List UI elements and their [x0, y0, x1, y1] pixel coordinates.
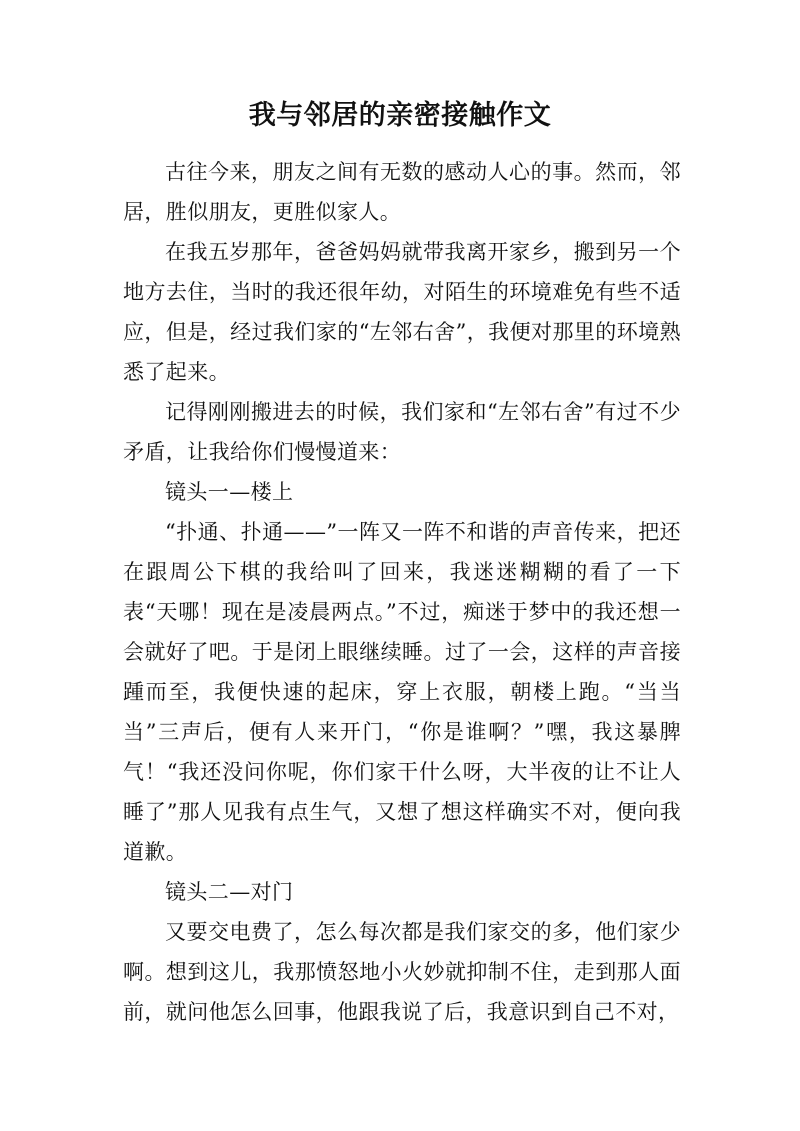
paragraph: 古往今来，朋友之间有无数的感动人心的事。然而，邻居，胜似朋友，更胜似家人。	[123, 160, 681, 224]
paragraph: “扑通、扑通——”一阵又一阵不和谐的声音传来，把还在跟周公下棋的我给叫了回来，我迷迷糊糊的看了一下表“天哪！现在是凌晨两点。”不过，痴迷于梦中的我还想一会就好了吧。于是闭上眼继续睡。过了一会，这样的声音接踵而至，我便快速的起床，穿上衣服，朝楼上跑。“当当当”三声后，便有人来开门，“你是谁啊？”嘿，我这暴脾气！“我还没问你呢，你们家干什么呀，大半夜的让不让人睡了”那人见我有点生气，又想了想这样确实不对，便向我道歉。	[123, 520, 681, 864]
paragraph: 在我五岁那年，爸爸妈妈就带我离开家乡，搬到另一个地方去住，当时的我还很年幼，对陌生的环境难免有些不适应，但是，经过我们家的“左邻右舍”，我便对那里的环境熟悉了起来。	[123, 240, 681, 384]
section-heading: 镜头一—楼上	[165, 480, 294, 504]
section-heading: 镜头二—对门	[165, 880, 294, 904]
paragraph: 记得刚刚搬进去的时候，我们家和“左邻右舍”有过不少矛盾，让我给你们慢慢道来：	[123, 400, 681, 464]
document-title: 我与邻居的亲密接触作文	[248, 100, 552, 131]
document-body	[123, 152, 681, 1032]
paragraph: 又要交电费了，怎么每次都是我们家交的多，他们家少啊。想到这儿，我那愤怒地小火妙就抑制不住，走到那人面前，就问他怎么回事，他跟我说了后，我意识到自己不对，	[123, 920, 681, 1024]
